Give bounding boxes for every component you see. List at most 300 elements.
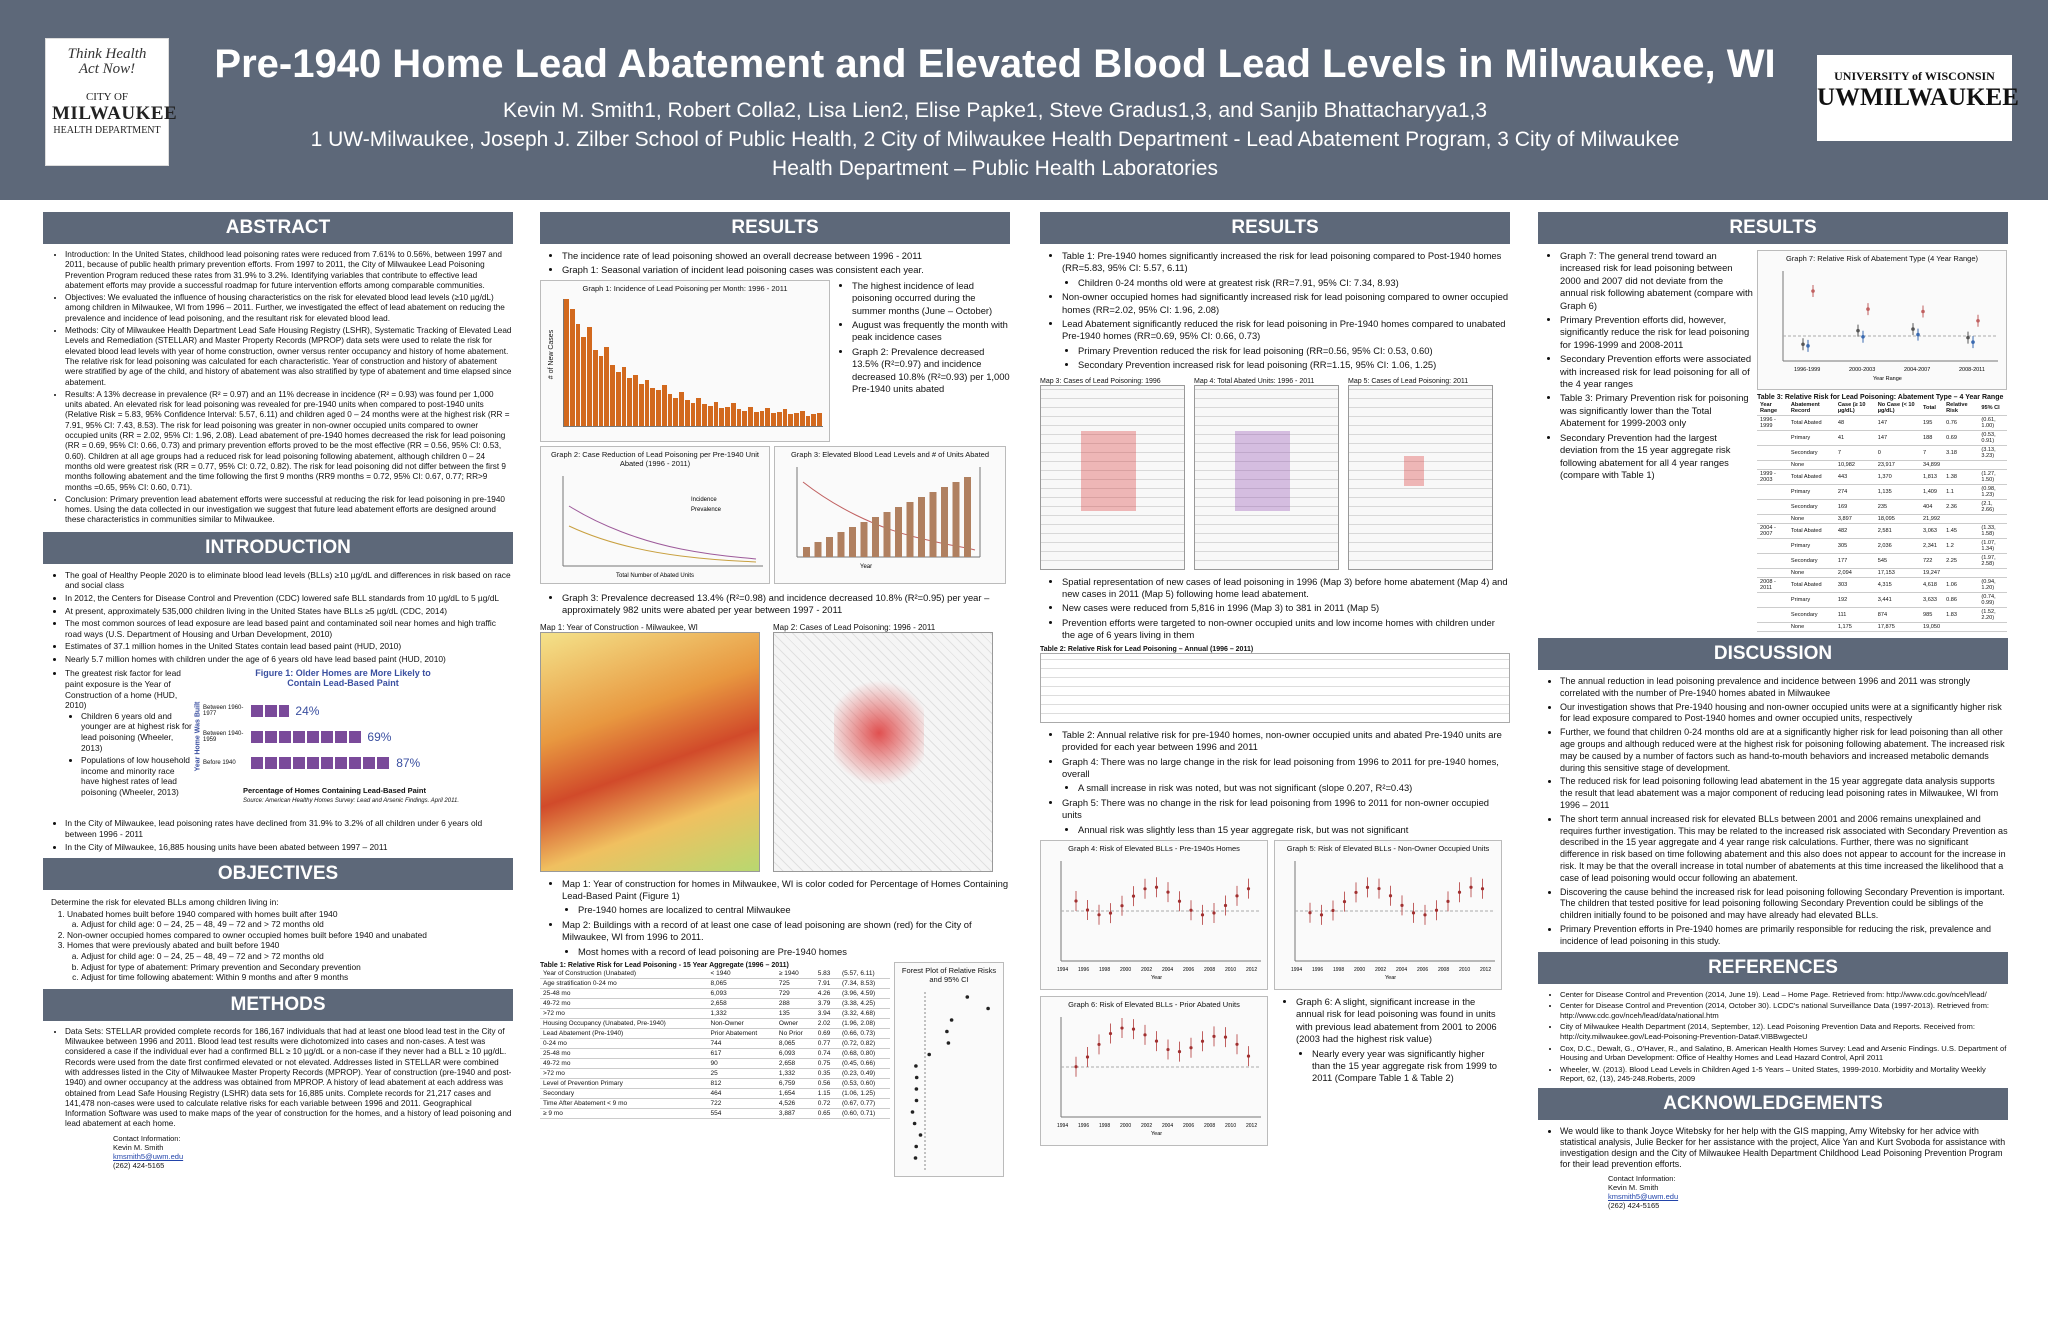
forest-point [919, 1133, 923, 1137]
table-cell: 19,050 [1920, 623, 1943, 632]
year-tick: 2002 [1141, 966, 1153, 973]
table-cell: 2004 - 2007 [1757, 524, 1788, 539]
results-heading-3: RESULTS [1538, 212, 2008, 244]
logo-text: Think Health [67, 46, 147, 62]
graph-1-bar [604, 347, 609, 426]
table-cell: 1.06 [1943, 578, 1978, 593]
graph-1-bar [633, 375, 638, 426]
table-cell [1757, 461, 1788, 470]
forest-plot-svg [895, 987, 1003, 1177]
table-row [540, 1039, 890, 1049]
table-cell: 744 [708, 1039, 776, 1049]
table-cell: Level of Prevention Primary [540, 1079, 708, 1089]
objective-sub: b. Adjust for type of abatement: Primary prevention and Secondary prevention [81, 962, 513, 973]
annual-risk-point [1235, 894, 1238, 897]
annual-risk-point [1377, 887, 1380, 890]
graph-1-bar [714, 402, 719, 426]
graph-1-bar [783, 409, 788, 426]
graph-1-bar [777, 412, 782, 426]
forest-point [915, 1099, 919, 1103]
table-row [1757, 470, 2007, 485]
annual-risk-point [1212, 1035, 1215, 1038]
table-cell: 48 [1835, 416, 1875, 431]
table-cell: (0.53, 0.91) [1978, 431, 2007, 446]
figure-1-source: Source: American Healthy Homes Survey: Lead and Arsenic Findings. April 2011. [243, 798, 459, 805]
graph-3-bar [895, 507, 902, 557]
table-cell: Primary [1788, 485, 1835, 500]
table-cell: Owner [776, 1019, 815, 1029]
result-item: • August was frequently the month with peak incidence cases [852, 319, 1010, 344]
graph-1-bar [610, 365, 615, 426]
annual-risk-point [1120, 904, 1123, 907]
table-row [1757, 461, 2007, 470]
figure-1-row [203, 698, 493, 724]
annual-risk-point [1074, 1065, 1077, 1068]
discussion-item: • The annual reduction in lead poisoning prevalence and incidence between 1996 and 2011 was strongly correlated with the number of Pre-1940 homes abated in Milwaukee [1560, 676, 2008, 700]
table-cell: Total Abated [1788, 416, 1835, 431]
graph-2 [540, 446, 770, 584]
table-header-cell: Relative Risk [1943, 401, 1978, 416]
table-cell: >72 mo [540, 1009, 708, 1019]
table-cell [1978, 623, 2007, 632]
table-header-cell: Year Range [1757, 401, 1788, 416]
graph-7-title: Graph 7: Relative Risk of Abatement Type (4 Year Range) [1785, 254, 1979, 263]
graph-3-bar [884, 512, 891, 557]
result-item: • Secondary Prevention had the largest deviation from the 15 year aggregate risk following abatement for all 4 year ranges (compare with Table 1) [1560, 432, 1753, 482]
year-tick: 2002 [1375, 966, 1387, 973]
maps-1-2 [540, 623, 1010, 872]
table-cell: (1.06, 1.25) [839, 1089, 890, 1099]
table-cell: 7 [1835, 446, 1875, 461]
year-tick: 2008 [1438, 966, 1450, 973]
result-sub: • Primary Prevention reduced the risk for lead poisoning (RR=0.56, 95% CI: 0.53, 0.60) [1078, 345, 1510, 357]
table-cell: 303 [1835, 578, 1875, 593]
graph-3-bar [872, 517, 879, 557]
graph-7-point [1856, 329, 1860, 333]
lead-case-cluster [834, 673, 924, 793]
table-row [1757, 485, 2007, 500]
abstract-item: • Results: A 13% decrease in prevalence (R² = 0.97) and an 11% decrease in incidence (R² = 0.93) was found per 1,000 units abated. An elevated risk for lead poisoning was revealed for pre-1940 units when compared to post-1940 units (Relative Risk = 5.83, 95% Confidence Interval: 5.57, 6.11) and children aged 0 – 24 months were at the highest risk (RR = 7.91, 95% CI: 7.43, 8.53). The risk for lead poisoning was greater in non-owner occupied units compared to owner occupied units (RR = 2.02, 95% CI: 1.96, 2.08). Lead abatement of pre-1940 homes decreased the risk for lead poisoning (RR = 0.69, 95% CI: 0.66, 0.73) and primary prevention efforts proved to be the most effective (RR = 0.56, 95% CI: 0.53, 0.60). Children at all age groups had a reduced risk for lead poisoning following abatement, although children 0 – 24 months old were greatest risk (RR = 0.77, 95% CI: 0.72, 0.82). The risk for lead poisoning did not differ between the first 9 months following abatement and the time following the first 9 months (RR9 months = 0.72, 95% CI: 0.67, 0.77; RR>9 months =0.65, 95% CI: 0.60, 0.71). [65, 390, 513, 493]
year-tick: 2012 [1246, 966, 1258, 973]
table-cell: 1,332 [708, 1009, 776, 1019]
table-cell: Secondary [1788, 554, 1835, 569]
table-cell: ≥ 1940 [776, 969, 815, 979]
table-cell: Non-Owner [708, 1019, 776, 1029]
table-cell: 41 [1835, 431, 1875, 446]
result-item: • Graph 2: Prevalence decreased 13.5% (R²=0.97) and incidence decreased 10.8% (R²=0.93) per 1,000 Pre-1940 units abated [852, 346, 1010, 396]
table-cell: 1,332 [776, 1069, 815, 1079]
table-2-grid [1040, 653, 1510, 723]
year-tick: 1994 [1057, 1122, 1069, 1129]
table-cell: 3,633 [1920, 593, 1943, 608]
graph-4-plot [1041, 856, 1267, 981]
table-cell [1943, 461, 1978, 470]
figure-1-row-label: Before 1940 [203, 760, 236, 767]
map-bullets [540, 878, 1010, 958]
table-cell: Secondary [1788, 608, 1835, 623]
annual-risk-point [1412, 911, 1415, 914]
table-cell: (0.94, 1.20) [1978, 578, 2007, 593]
year-tick: 1998 [1333, 966, 1345, 973]
table-cell: 0.65 [815, 1109, 839, 1119]
result-item: • Graph 6: A slight, significant increase in the annual risk for lead poisoning was found in units with previous lead abatement from 2001 to 2006 (2003 had the highest risk value) [1296, 996, 1504, 1046]
table-row [1757, 539, 2007, 554]
abstract-heading: ABSTRACT [43, 212, 513, 244]
table-cell: 545 [1875, 554, 1920, 569]
result-item: • Map 1: Year of construction for homes in Milwaukee, WI is color coded for Percentage of Homes Containing Lead-Based Paint (Figure 1) [562, 878, 1010, 903]
result-item: • Table 2: Annual relative risk for pre-1940 homes, non-owner occupied units and abated Pre-1940 units are provided for each year between 1996 and 2011 [1062, 729, 1510, 754]
year-tick: 2006 [1417, 966, 1429, 973]
table-cell: 274 [1835, 485, 1875, 500]
graph-1-bar [737, 409, 742, 426]
result-sub: • A small increase in risk was noted, but was not significant (slope 0.207, R²=0.43) [1078, 782, 1510, 794]
annual-risk-point [1469, 886, 1472, 889]
table-cell: 2,341 [1920, 539, 1943, 554]
graph-7 [1757, 250, 2007, 390]
table-cell: 0.69 [815, 1029, 839, 1039]
table-cell [1757, 569, 1788, 578]
graph-1-bar [731, 403, 736, 426]
graph-1-bar [806, 416, 811, 426]
contact-line: (262) 424-5165 [1608, 1200, 1660, 1210]
year-tick: 2008 [1204, 966, 1216, 973]
table-row [1757, 578, 2007, 593]
risk-sub: • Populations of low household income and minority race have highest rates of lead poisoning (Wheeler, 2013) [81, 755, 193, 797]
contact-line: (262) 424-5165 [113, 1160, 165, 1170]
result-item: • Non-owner occupied homes had significantly increased risk for lead poisoning compared to owner occupied homes (RR=2.02, 95% CI: 1.96, 2.08) [1062, 291, 1510, 316]
graph-1-bar [817, 413, 822, 426]
logo-text: Act Now! [78, 61, 136, 77]
forest-point [911, 1110, 915, 1114]
table-cell: 1.2 [1943, 539, 1978, 554]
table-row [1757, 593, 2007, 608]
table-2 [1040, 646, 1510, 723]
table-cell [1943, 515, 1978, 524]
contact-email[interactable]: kmsmith5@uwm.edu [1608, 1191, 1679, 1201]
year-tick: 2000 [1354, 966, 1366, 973]
table-cell: 21,992 [1920, 515, 1943, 524]
table-cell: 18,095 [1875, 515, 1920, 524]
graph-7-point [1971, 340, 1975, 344]
table-cell: 0.69 [1943, 431, 1978, 446]
graph-1-bars [563, 299, 823, 427]
table-cell: 1996 - 1999 [1757, 416, 1788, 431]
table-row [540, 1109, 890, 1119]
annual-risk-point [1155, 1039, 1158, 1042]
table-cell: 3,897 [1835, 515, 1875, 524]
table-header-cell: Abatement Record [1788, 401, 1835, 416]
table-cell: 2.02 [815, 1019, 839, 1029]
table-cell: 7.91 [815, 979, 839, 989]
case-overlay [1404, 456, 1424, 486]
table-1-grid [540, 969, 890, 1119]
contact-email[interactable]: kmsmith5@uwm.edu [113, 1151, 184, 1161]
table-cell: (1.96, 2.08) [839, 1019, 890, 1029]
table-cell: Secondary [1788, 446, 1835, 461]
graph-3-bar [861, 522, 868, 557]
graph-7-point [1811, 289, 1815, 293]
contact-line: Contact Information: [1608, 1173, 1676, 1183]
graph-1-bar [627, 378, 632, 426]
result-item: • Prevention efforts were targeted to non-owner occupied units and low income homes with children under the age of 6 years living in them [1062, 617, 1510, 642]
city-milwaukee-health-logo [45, 38, 178, 166]
discussion-heading: DISCUSSION [1538, 638, 2008, 670]
graph-3-bar [803, 547, 810, 557]
table-cell: 23,917 [1875, 461, 1920, 470]
result-item: • Secondary Prevention efforts were associated with increased risk for lead poisoning for all of the 4 year ranges [1560, 353, 1753, 390]
graph-3-bar [849, 527, 856, 557]
year-tick: 2012 [1246, 1122, 1258, 1129]
intro-item: • Estimates of 37.1 million homes in the United States contain lead based paint (HUD, 2010) [65, 641, 513, 652]
table-cell [1978, 515, 2007, 524]
result-item: • Table 3: Primary Prevention risk for poisoning was significantly lower than the Total Abatement for 1999-2003 only [1560, 392, 1753, 429]
annual-risk-point [1178, 900, 1181, 903]
graph-6 [1040, 996, 1268, 1146]
graph-1-bar [599, 356, 604, 426]
graph-1-bar [679, 392, 684, 426]
annual-risk-point [1366, 886, 1369, 889]
table-3-grid [1757, 401, 2007, 632]
x-axis-label: Year [1151, 1130, 1163, 1137]
table-cell: 2,036 [1875, 539, 1920, 554]
discussion-item: • Primary Prevention efforts in Pre-1940 homes are primarily responsible for reducing the risk, prevalence and incidence of lead poisoning in this study. [1560, 924, 2008, 948]
table-cell: 8,065 [776, 1039, 815, 1049]
table-cell: (3.13, 3.23) [1978, 446, 2007, 461]
x-axis-label: Year [1385, 974, 1397, 981]
table-cell: 1,135 [1875, 485, 1920, 500]
intro-list [43, 570, 513, 665]
annual-risk-point [1224, 904, 1227, 907]
legend-prevalence: Prevalence [691, 506, 722, 513]
graph-3-bar [826, 537, 833, 557]
table-cell: 4,618 [1920, 578, 1943, 593]
table-cell: 874 [1875, 608, 1920, 623]
result-item: • The highest incidence of lead poisoning occurred during the summer months (June – October) [852, 280, 1010, 317]
map-1 [540, 632, 760, 872]
map-1-title: Map 1: Year of Construction - Milwaukee, WI [540, 622, 698, 632]
table-cell [1978, 461, 2007, 470]
graph-7-point [1806, 344, 1810, 348]
table-cell: 617 [708, 1049, 776, 1059]
map-5 [1348, 385, 1493, 570]
objective-item: 3. Homes that were previously abated and built before 1940 [67, 940, 513, 951]
graph-1-bar [811, 414, 816, 425]
forest-point [986, 1007, 990, 1011]
reference-item: • Center for Disease Control and Prevention (2014, October 30). LCDC's national Surveillance Data (1997-2013). Retrieved from: http://www.cdc.gov/nceh/lead/data/national.htm [1560, 1001, 2008, 1020]
table-cell: 1.38 [1943, 470, 1978, 485]
table-row [540, 989, 890, 999]
result-item: • Graph 7: The general trend toward an increased risk for lead poisoning between 2000 and 2007 did not deviate from the annual risk following abatement (compare with Graph 6) [1560, 250, 1753, 312]
graph2-3-block [540, 446, 1010, 584]
graph-7-xtick: 1996-1999 [1794, 367, 1821, 373]
logo-text: HEALTH DEPARTMENT [53, 125, 161, 136]
table-cell: Lead Abatement (Pre-1940) [540, 1029, 708, 1039]
intro-item: • The goal of Healthy People 2020 is to eliminate blood lead levels (BLLs) ≥10 µg/dL and differences in risk based on race and social class [65, 570, 513, 591]
annual-risk-point [1166, 1048, 1169, 1051]
table-cell: 17,875 [1875, 623, 1920, 632]
year-tick: 2012 [1480, 966, 1492, 973]
table-row [540, 1089, 890, 1099]
affiliations-2: Health Department – Public Health Laboratories [772, 157, 1218, 180]
graph-1-bar [564, 299, 569, 426]
case-overlay [1081, 431, 1136, 511]
graph-1-bar [587, 327, 592, 426]
graph-1-bar [570, 309, 575, 426]
table-cell: 4.26 [815, 989, 839, 999]
table-cell [1943, 623, 1978, 632]
table-cell: (0.98, 1.23) [1978, 485, 2007, 500]
table-cell: 10,982 [1835, 461, 1875, 470]
graph4-5-block [1040, 840, 1510, 990]
graph-1-bar [794, 413, 799, 426]
annual-risk-point [1178, 1050, 1181, 1053]
result-sub: • Children 0-24 months old were at greatest risk (RR=7.91, 95% CI: 7.34, 8.93) [1078, 277, 1510, 289]
table-cell: (0.67, 0.77) [839, 1099, 890, 1109]
graph-1-bar [662, 385, 667, 426]
table-cell: (0.66, 0.73) [839, 1029, 890, 1039]
ack-item: • We would like to thank Joyce Witebsky for her help with the GIS mapping, Amy Witebsky for her advice with statistical analysis, Julie Becker for her assistance with the project, Alice Yan and Kurt Svoboda for assistance with investigation design and the City of Milwaukee Health Department Childhood Lead Poisoning Prevention Program for their lead prevention efforts. [1560, 1126, 2008, 1170]
table-cell: (0.61, 1.00) [1978, 416, 2007, 431]
table-cell: (0.60, 0.71) [839, 1109, 890, 1119]
graph-1-bar [639, 384, 644, 426]
table-cell: 0.76 [1943, 416, 1978, 431]
table-cell: 3,887 [776, 1109, 815, 1119]
forest-point [915, 1087, 919, 1091]
year-tick: 2008 [1204, 1122, 1216, 1129]
year-tick: 2004 [1162, 1122, 1174, 1129]
year-tick: 1996 [1312, 966, 1324, 973]
table-cell: 188 [1920, 431, 1943, 446]
table-cell: 0.72 [815, 1099, 839, 1109]
map-3-title: Map 3: Cases of Lead Poisoning: 1996 [1040, 377, 1161, 385]
table-cell: None [1788, 515, 1835, 524]
reference-item: • Center for Disease Control and Prevention (2014, June 19). Lead – Home Page. Retrieved from: http://www.cdc.gov/nceh/lead/ [1560, 990, 2008, 1000]
result-sub: • Secondary Prevention increased risk for lead poisoning (RR=1.15, 95% CI: 1.06, 1.25) [1078, 359, 1510, 371]
table-cell: (1.07, 1.34) [1978, 539, 2007, 554]
annual-risk-point [1212, 911, 1215, 914]
table-cell: 8,065 [708, 979, 776, 989]
column-3 [1040, 212, 1510, 1312]
table-cell: (7.34, 8.53) [839, 979, 890, 989]
table-cell: 49-72 mo [540, 999, 708, 1009]
annual-risk-point [1086, 1055, 1089, 1058]
objectives-intro: Determine the risk for elevated BLLs among children living in: [51, 897, 279, 908]
table-cell: 3.18 [1943, 446, 1978, 461]
table-cell [1757, 446, 1788, 461]
graph-4 [1040, 840, 1268, 990]
results-heading-2: RESULTS [1040, 212, 1510, 244]
table-cell: None [1788, 569, 1835, 578]
table-cell: Housing Occupancy (Unabated, Pre-1940) [540, 1019, 708, 1029]
map-2-block [773, 623, 998, 872]
result-item: • Graph 1: Seasonal variation of incident lead poisoning cases was consistent each year. [562, 264, 1010, 276]
figure-1-row [203, 724, 493, 750]
intro-item: • In 2012, the Centers for Disease Control and Prevention (CDC) lowered safe BLL standards from 10 µg/dL to 5 µg/dL [65, 593, 513, 604]
graph-3-bar [918, 497, 925, 557]
graph-1-bar [754, 412, 759, 426]
contact-info-2 [1538, 1174, 2008, 1210]
table-cell: 1999 - 2003 [1757, 470, 1788, 485]
table-cell: 25-48 mo [540, 1049, 708, 1059]
table-row [1757, 608, 2007, 623]
x-axis-label: Year [1151, 974, 1163, 981]
graph-1-bar [656, 390, 661, 426]
reference-item: • Cox, D.C., Dewalt, G., O'Haver, R., and Salatino, B. American Health Homes Survey: Lead and Arsenic Findings. U.S. Department of Housing and Urban Development: Office of Healthy Homes and Lead Hazard Control, April 2011 [1560, 1044, 2008, 1063]
abstract-item: • Methods: City of Milwaukee Health Department Lead Safe Housing Registry (LSHR), Systematic Tracking of Elevated Lead Levels and Remediation (STELLAR) and Master Property Records (MPROP) data sets were used to relate the risk for elevated blood lead levels with year of home construction, owner versus renter occupancy and history of home abatement. The relative risk for lead poisoning was calculated for each characteristic. Year of construction and history of abatement were stratified by age of the child, and history of abatement was also stratified by type of abatement and time elapsed since abatement. [65, 326, 513, 388]
table-cell [1757, 515, 1788, 524]
table-cell: 1,175 [1835, 623, 1875, 632]
graph-1-bar [650, 388, 655, 426]
discussion-item: • Discovering the cause behind the increased risk for lead poisoning following Secondary Prevention is important. The children that tested positive for lead poisoning following Secondary Prevention could be siblings of the children initially found to be poisoned and may have already had elevated BLLs. [1560, 887, 2008, 922]
table-row [540, 999, 890, 1009]
table-row [540, 1069, 890, 1079]
forest-plot-title: Forest Plot of Relative Risks and 95% CI [901, 966, 997, 985]
table-cell [1757, 608, 1788, 623]
discussion-item: • The reduced risk for lead poisoning following lead abatement in the 15 year aggregate data analysis supports the result that lead abatement was a major component of reducing lead poisoning rates in Milwaukee, WI from 1996 – 2011 [1560, 776, 2008, 811]
graph-7-point [1921, 310, 1925, 314]
graph-1-bar [708, 406, 713, 426]
graph7-block [1538, 250, 2008, 632]
forest-point [915, 1076, 919, 1080]
graph-1-bar [673, 398, 678, 426]
reference-item: • Wheeler, W. (2013). Blood Lead Levels in Children Aged 1-5 Years – United States, 1999-2010. Morbidity and Mortality Weekly Report, 62, (13), 245-248.Roberts, 2009 [1560, 1065, 2008, 1084]
results-list-3 [1040, 250, 1510, 372]
graph-1 [540, 280, 830, 442]
table-cell: Age stratification 0-24 mo [540, 979, 708, 989]
table-cell [1757, 623, 1788, 632]
table-row [1757, 623, 2007, 632]
logo-text: MILWAUKEE [52, 103, 178, 124]
contact-line: Contact Information: [113, 1133, 181, 1143]
table-cell: 17,153 [1875, 569, 1920, 578]
graph-1-bar [788, 414, 793, 425]
graph-3-bar [930, 492, 937, 557]
figure-1 [193, 668, 508, 818]
figure-1-bar [251, 757, 390, 769]
graph-1-bar [645, 380, 650, 426]
column-2 [540, 212, 1010, 1312]
table-cell: 6,759 [776, 1079, 815, 1089]
graph-1-bar [748, 407, 753, 426]
table-cell: (0.45, 0.66) [839, 1059, 890, 1069]
table-row [1757, 416, 2007, 431]
graph-2-plot [541, 471, 769, 581]
table-cell: 147 [1875, 431, 1920, 446]
table-cell [1943, 569, 1978, 578]
table-cell: 1.83 [1943, 608, 1978, 623]
table-cell: 2,658 [776, 1059, 815, 1069]
objective-sub: a. Adjust for child age: 0 – 24, 25 – 48, 49 – 72 and > 72 months old [81, 919, 513, 930]
map-1-block [540, 623, 765, 872]
table-cell: 0-24 mo [540, 1039, 708, 1049]
graph1-side-list [830, 280, 1010, 442]
annual-risk-point [1435, 909, 1438, 912]
table-row [540, 1019, 890, 1029]
table-cell: 482 [1835, 524, 1875, 539]
table-cell: 0 [1875, 446, 1920, 461]
map-4 [1194, 385, 1339, 570]
graph-1-bar [593, 350, 598, 426]
figure-1-row [203, 750, 493, 776]
table-cell: 1,813 [1920, 470, 1943, 485]
intro-item: • The most common sources of lead exposure are lead based paint and contaminated soil near homes and high traffic road ways (U.S. Department of Housing and Urban Development, 2010) [65, 618, 513, 639]
table-cell: 0.74 [815, 1049, 839, 1059]
result-item: • Map 2: Buildings with a record of at least one case of lead poisoning are shown (red) for the City of Milwaukee, WI from 1996 to 2011. [562, 919, 1010, 944]
annual-risk-point [1120, 1026, 1123, 1029]
objective-sub: c. Adjust for time following abatement: Within 9 months and after 9 months [81, 972, 513, 983]
annual-risk-point [1109, 1032, 1112, 1035]
graph-3-bar [964, 477, 971, 557]
